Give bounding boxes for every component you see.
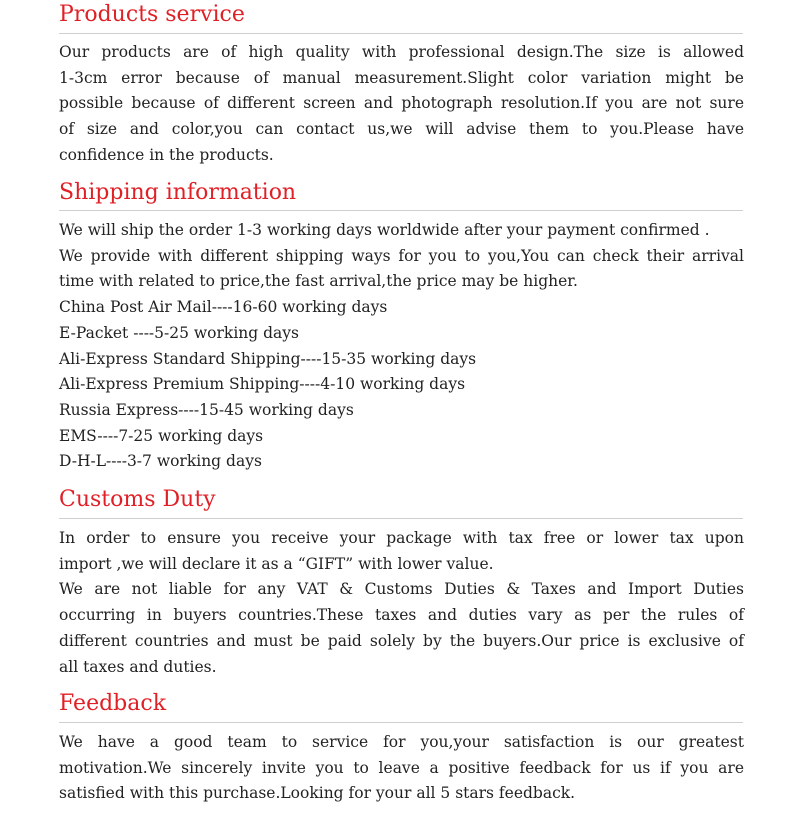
feedback-divider — [59, 722, 743, 723]
text-line: different countries and must be paid solely by the buyers.Our price is exclusive of — [59, 631, 744, 650]
products-service-text — [59, 40, 744, 169]
text-line: confidence in the products. — [59, 145, 274, 164]
shipping-method-china-post: China Post Air Mail----16-60 working days — [59, 298, 388, 317]
shipping-method-e-packet: E-Packet ----5-25 working days — [59, 323, 299, 342]
customs-duty-text — [59, 526, 744, 680]
text-line: We will ship the order 1-3 working days worldwide after your payment confirmed . — [59, 221, 710, 239]
customs-duty-heading: Customs Duty — [59, 487, 216, 512]
feedback-text — [59, 730, 744, 807]
shipping-information-text — [59, 218, 744, 475]
text-line: We are not liable for any VAT & Customs Duties & Taxes and Import Duties — [59, 580, 744, 599]
feedback-heading: Feedback — [59, 691, 167, 716]
shipping-information-heading: Shipping information — [59, 180, 297, 205]
text-line: In order to ensure you receive your package with tax free or lower tax upon — [59, 529, 744, 547]
text-line: motivation.We sincerely invite you to leave a positive feedback for us if you are — [59, 758, 744, 777]
text-line: import ,we will declare it as a “GIFT” with lower value. — [59, 554, 494, 573]
text-line: time with related to price,the fast arrival,the price may be higher. — [59, 272, 578, 291]
shipping-method-ems: EMS----7-25 working days — [59, 426, 264, 445]
shipping-method-dhl: D-H-L----3-7 working days — [59, 452, 262, 471]
text-line: possible because of different screen and photograph resolution.If you are not sure — [59, 94, 744, 113]
shipping-method-russia-express: Russia Express----15-45 working days — [59, 400, 354, 419]
products-service-divider — [59, 33, 743, 34]
products-service-heading: Products service — [59, 2, 245, 27]
text-line: all taxes and duties. — [59, 657, 217, 676]
shipping-method-aliexpress-standard: Ali-Express Standard Shipping----15-35 working days — [59, 349, 477, 368]
text-line: We have a good team to service for you,your satisfaction is our greatest — [59, 733, 744, 751]
shipping-information-divider — [59, 210, 743, 211]
text-line: 1-3cm error because of manual measurement.Slight color variation might be — [59, 68, 744, 87]
text-line: We provide with different shipping ways for you to you,You can check their arrival — [59, 246, 744, 265]
text-line: Our products are of high quality with professional design.The size is allowed — [59, 43, 744, 61]
text-line: satisfied with this purchase.Looking for your all 5 stars feedback. — [59, 784, 576, 803]
customs-duty-divider — [59, 518, 743, 519]
text-line: occurring in buyers countries.These taxes and duties vary as per the rules of — [59, 606, 744, 625]
text-line: of size and color,you can contact us,we will advise them to you.Please have — [59, 120, 744, 139]
shipping-method-aliexpress-premium: Ali-Express Premium Shipping----4-10 working days — [59, 375, 466, 394]
